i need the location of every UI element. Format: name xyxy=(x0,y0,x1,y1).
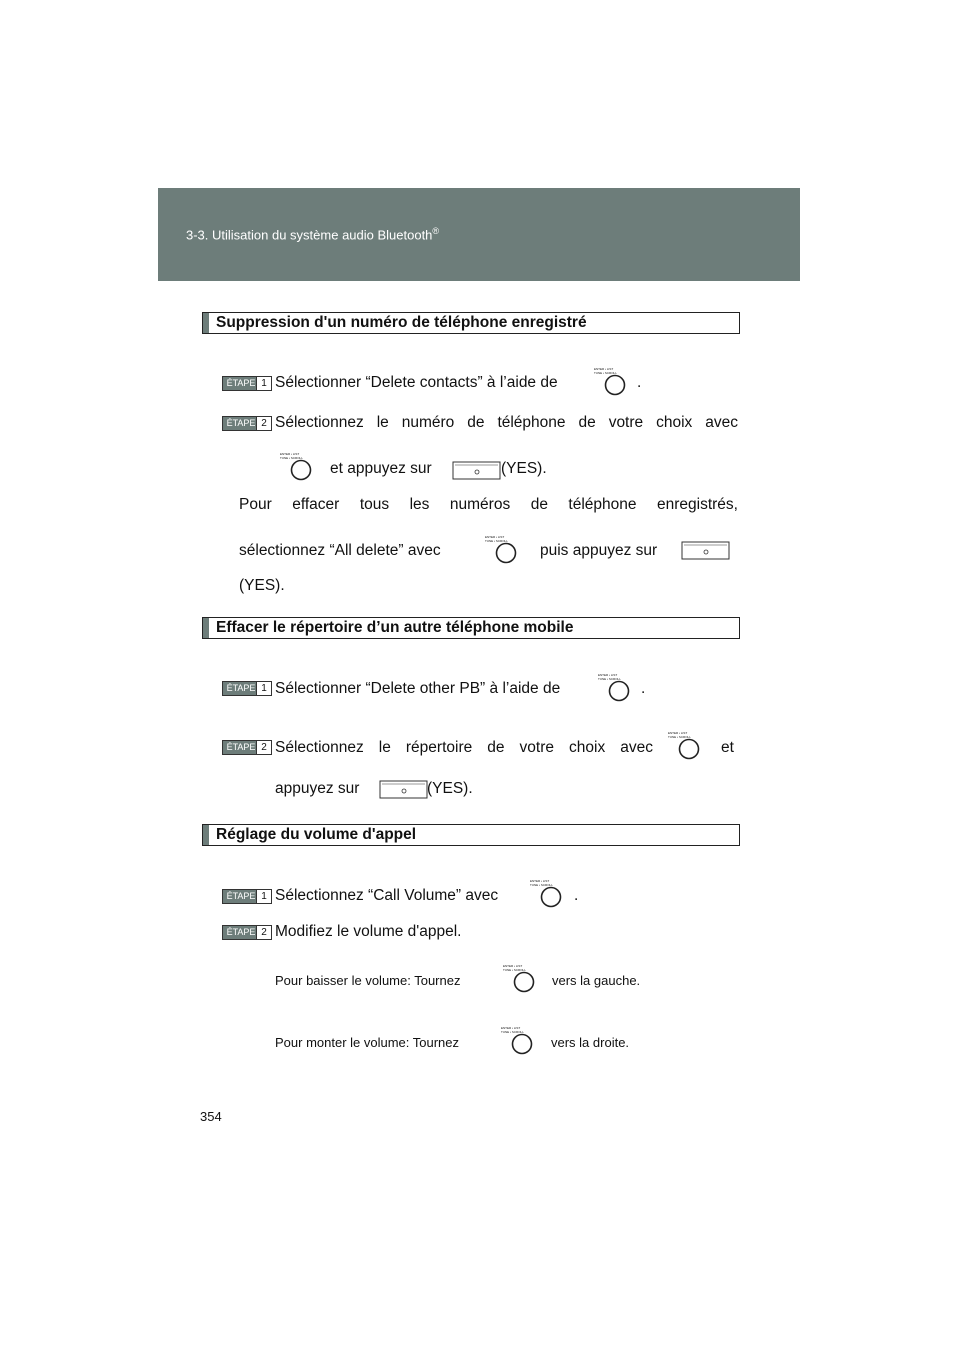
step-text: . xyxy=(641,680,646,697)
step-text: Sélectionner “Delete contacts” à l’aide de xyxy=(275,374,558,391)
note-text: sélectionnez “All delete” avec xyxy=(239,542,441,559)
yes-button-icon xyxy=(452,461,502,481)
knob-caption: ENTER • LIST TUNE • SCROLL xyxy=(668,731,691,739)
knob-caption: ENTER • LIST TUNE • SCROLL xyxy=(503,964,526,972)
step-text: et xyxy=(721,739,734,756)
step-text: . xyxy=(637,374,642,391)
knob-caption: ENTER • LIST TUNE • SCROLL xyxy=(530,879,553,887)
note-text: Pour effacer tous les numéros de téléphone enregistrés, xyxy=(239,496,738,513)
chapter-title: 3-3. Utilisation du système audio Bluetooth® xyxy=(186,226,440,243)
yes-button-icon xyxy=(681,541,731,561)
heading-accent xyxy=(203,313,209,333)
knob-caption: ENTER • LIST TUNE • SCROLL xyxy=(501,1026,524,1034)
sub-text: Pour monter le volume: Tournez xyxy=(275,1035,460,1050)
knob-caption: ENTER • LIST TUNE • SCROLL xyxy=(485,535,508,543)
section-title: Réglage du volume d'appel xyxy=(216,826,417,843)
section-title: Suppression d'un numéro de téléphone enregistré xyxy=(216,314,587,331)
tune-knob-icon xyxy=(280,453,310,481)
step-text: (YES). xyxy=(501,460,547,477)
tune-knob-icon xyxy=(668,732,698,760)
knob-caption: ENTER • LIST TUNE • SCROLL xyxy=(598,673,621,681)
step-badge: ÉTAPE 1 xyxy=(222,376,272,391)
tune-knob-icon xyxy=(485,536,515,564)
tune-knob-icon xyxy=(594,368,624,396)
step-badge: ÉTAPE 2 xyxy=(222,925,272,940)
section-heading-delete-phonebook xyxy=(202,617,740,639)
note-text: (YES). xyxy=(239,577,285,594)
step-text: Modifiez le volume d'appel. xyxy=(275,923,462,940)
section-heading-delete-number xyxy=(202,312,740,334)
step-text: Sélectionnez “Call Volume” avec xyxy=(275,887,499,904)
step-text: (YES). xyxy=(427,780,473,797)
sub-text: vers la gauche. xyxy=(552,973,641,988)
chapter-header xyxy=(158,188,800,281)
page-number: 354 xyxy=(200,1109,222,1124)
tune-knob-icon xyxy=(530,880,560,908)
tune-knob-icon xyxy=(501,1027,531,1055)
section-heading-call-volume xyxy=(202,824,740,846)
knob-caption: ENTER • LIST TUNE • SCROLL xyxy=(280,452,303,460)
section-title: Effacer le répertoire d’un autre téléphone mobile xyxy=(216,619,574,636)
tune-knob-icon xyxy=(503,965,533,993)
step-badge: ÉTAPE 2 xyxy=(222,740,272,755)
heading-accent xyxy=(203,825,209,845)
knob-caption: ENTER • LIST TUNE • SCROLL xyxy=(594,367,617,375)
step-badge: ÉTAPE 2 xyxy=(222,416,272,431)
sub-text: vers la droite. xyxy=(551,1035,630,1050)
sub-text: Pour baisser le volume: Tournez xyxy=(275,973,461,988)
step-badge: ÉTAPE 1 xyxy=(222,681,272,696)
step-text: Sélectionner “Delete other PB” à l’aide de xyxy=(275,680,561,697)
step-text: appuyez sur xyxy=(275,780,360,797)
note-text: puis appuyez sur xyxy=(540,542,658,559)
step-badge: ÉTAPE 1 xyxy=(222,889,272,904)
step-text: Sélectionnez le répertoire de votre choix avec xyxy=(275,739,653,756)
tune-knob-icon xyxy=(598,674,628,702)
yes-button-icon xyxy=(379,780,429,800)
step-text: et appuyez sur xyxy=(330,460,432,477)
step-text: . xyxy=(574,887,579,904)
step-text: Sélectionnez le numéro de téléphone de votre choix avec xyxy=(275,414,738,431)
heading-accent xyxy=(203,618,209,638)
